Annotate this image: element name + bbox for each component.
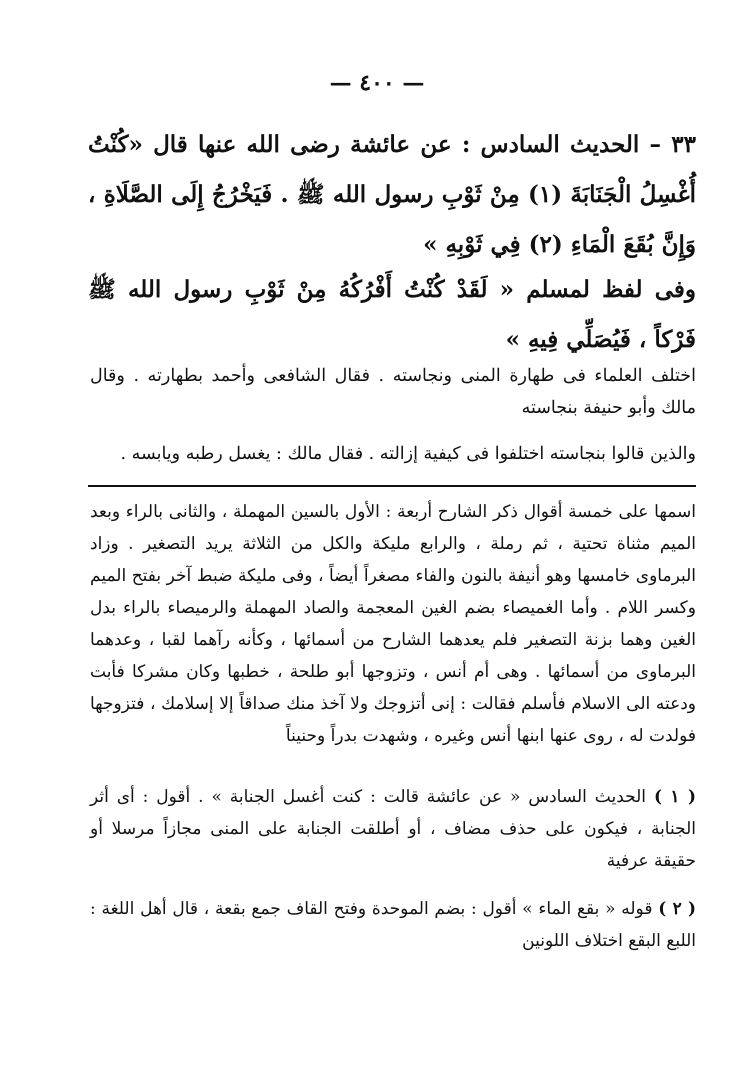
footnote-number: ( ٢ ) [658,899,697,919]
commentary-paragraph: والذين قالوا بنجاسته اختلفوا فى كيفية إزالته . فقال مالك : يغسل رطبه ويابسه . [120,444,696,464]
footnote-text: قوله « بقع الماء » أقول : بضم الموحدة وفتح القاف جمع بقعة ، قال أهل اللغة : اللبع البقع اختلاف اللونين [90,899,696,951]
footnote-1 [90,781,696,877]
commentary-paragraph: اختلف العلماء فى طهارة المنى ونجاسته . فقال الشافعى وأحمد بطهارته . وقال مالك وأبو حنيفة بنجاسته [90,366,696,418]
footnote-2 [90,893,696,957]
footnote-continuation: اسمها على خمسة أقوال ذكر الشارح أربعة : الأول بالسين المهملة ، والثانى بالراء وبعد الميم مثناة تحتية ، ثم رملة ، والرابع مليكة والكل من الثلاثة يريد التصغير . وزاد البرماوى خامسها وهو أنيفة بالنون والفاء مصغراً أيضاً ، وفى مليكة ضبط آخر بفتح الميم وكسر اللام . وأما الغميصاء بضم الغين المعجمة والصاد المهملة والرميصاء بالراء بدل الغين وهما بزنة التصغير فلم يعدهما الشارح من أسمائها ، وكأنه رآهما لقبا ، وعدهما البرماوى من أسمائها . وهى أم أنس ، وتزوجها أبو طلحة ، خطبها وكان مشركا فأبت ودعته الى الاسلام فأسلم فقالت : إنى أتزوجك ولا آخذ منك صداقاً إلا إسلامك ، فتزوجها فولدت له ، روى عنها ابنها أنس وغيره ، وشهدت بدراً وحنيناً [90,502,696,746]
page-number: — ٤٠٠ — [329,70,425,96]
hadith-text: ٣٣ – الحديث السادس : عن عائشة رضى الله عنها قال «كُنْتُ أُغْسِلُ الْجَنَابَةَ (١) مِنْ ثَوْبِ رسول الله ﷺ . فَيَخْرُجُ إِلَى الصَّلَاةِ ، وَإِنَّ بُقَعَ الْمَاءِ (٢) فِي ثَوْبِهِ » [88,131,696,258]
muslim-variant-text: وفى لفظ لمسلم « لَقَدْ كُنْتُ أَفْرُكُهُ مِنْ ثَوْبِ رسول الله ﷺ فَرْكاً ، فَيُصَلِّي فِيهِ » [88,276,696,353]
footnote-text: الحديث السادس « عن عائشة قالت : كنت أغسل الجنابة » . أقول : أى أثر الجنابة ، فيكون على حذف مضاف ، أو أطلقت الجنابة على المنى مجازاً مرسلا أو حقيقة عرفية [90,787,696,871]
footnote-divider [88,485,696,487]
footnote-number: ( ١ ) [653,787,697,807]
